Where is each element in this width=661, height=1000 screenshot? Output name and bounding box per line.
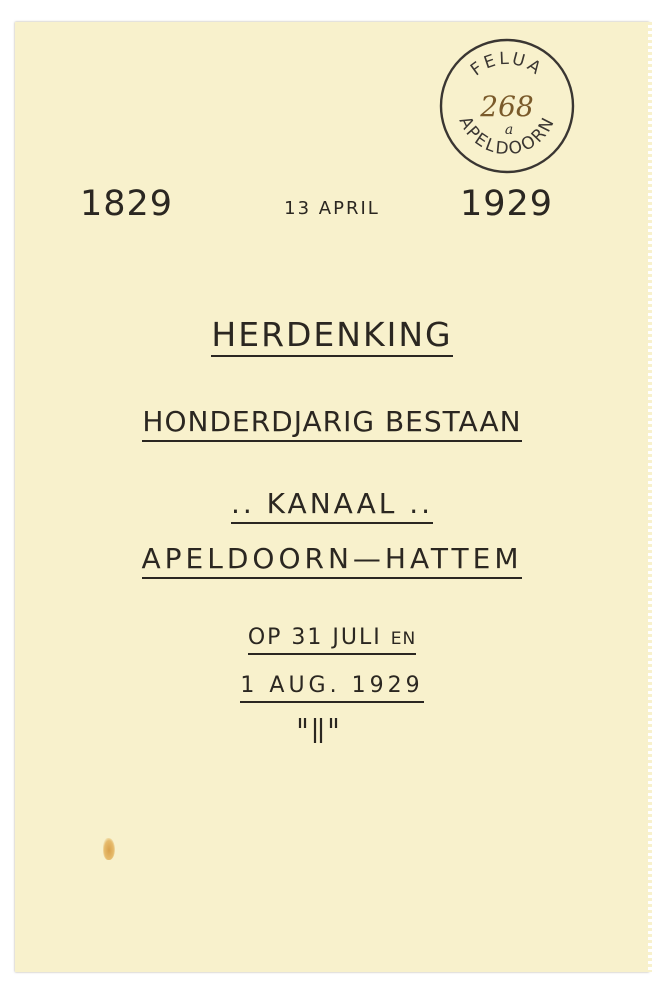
dates-row-1 (15, 627, 649, 655)
canal-row (15, 487, 649, 524)
dates-line-1 (248, 627, 416, 655)
paper-stain (103, 838, 115, 860)
stamp-bottom-text: APELDOORN (454, 113, 560, 160)
canal-line: .. KANAAL .. (231, 490, 433, 524)
stamp-top-text: FELUA (467, 48, 547, 81)
stamp-handwritten-number: 268 (480, 90, 534, 123)
route-line: APELDOORN—HATTEM (142, 545, 523, 579)
year-left: 1829 (80, 184, 174, 224)
heading: HERDENKING (211, 318, 452, 357)
ornament-icon (296, 715, 346, 745)
subheading: HONDERDJARIG BESTAAN (142, 408, 521, 442)
anniversary-date: 13 APRIL (284, 198, 380, 219)
dates-line-2: 1 AUG. 1929 (240, 675, 423, 703)
dates-line-1-suffix: EN (390, 629, 417, 649)
postmark-stamp (435, 34, 579, 178)
invitation-card (15, 22, 649, 972)
dates-line-1-text: OP 31 JULI (247, 625, 382, 650)
stamp-handwritten-letter: a (504, 122, 514, 138)
heading-row (15, 315, 649, 357)
subheading-row (15, 405, 649, 442)
route-row (15, 542, 649, 579)
dates-row-2 (15, 675, 649, 703)
year-right: 1929 (460, 184, 554, 224)
